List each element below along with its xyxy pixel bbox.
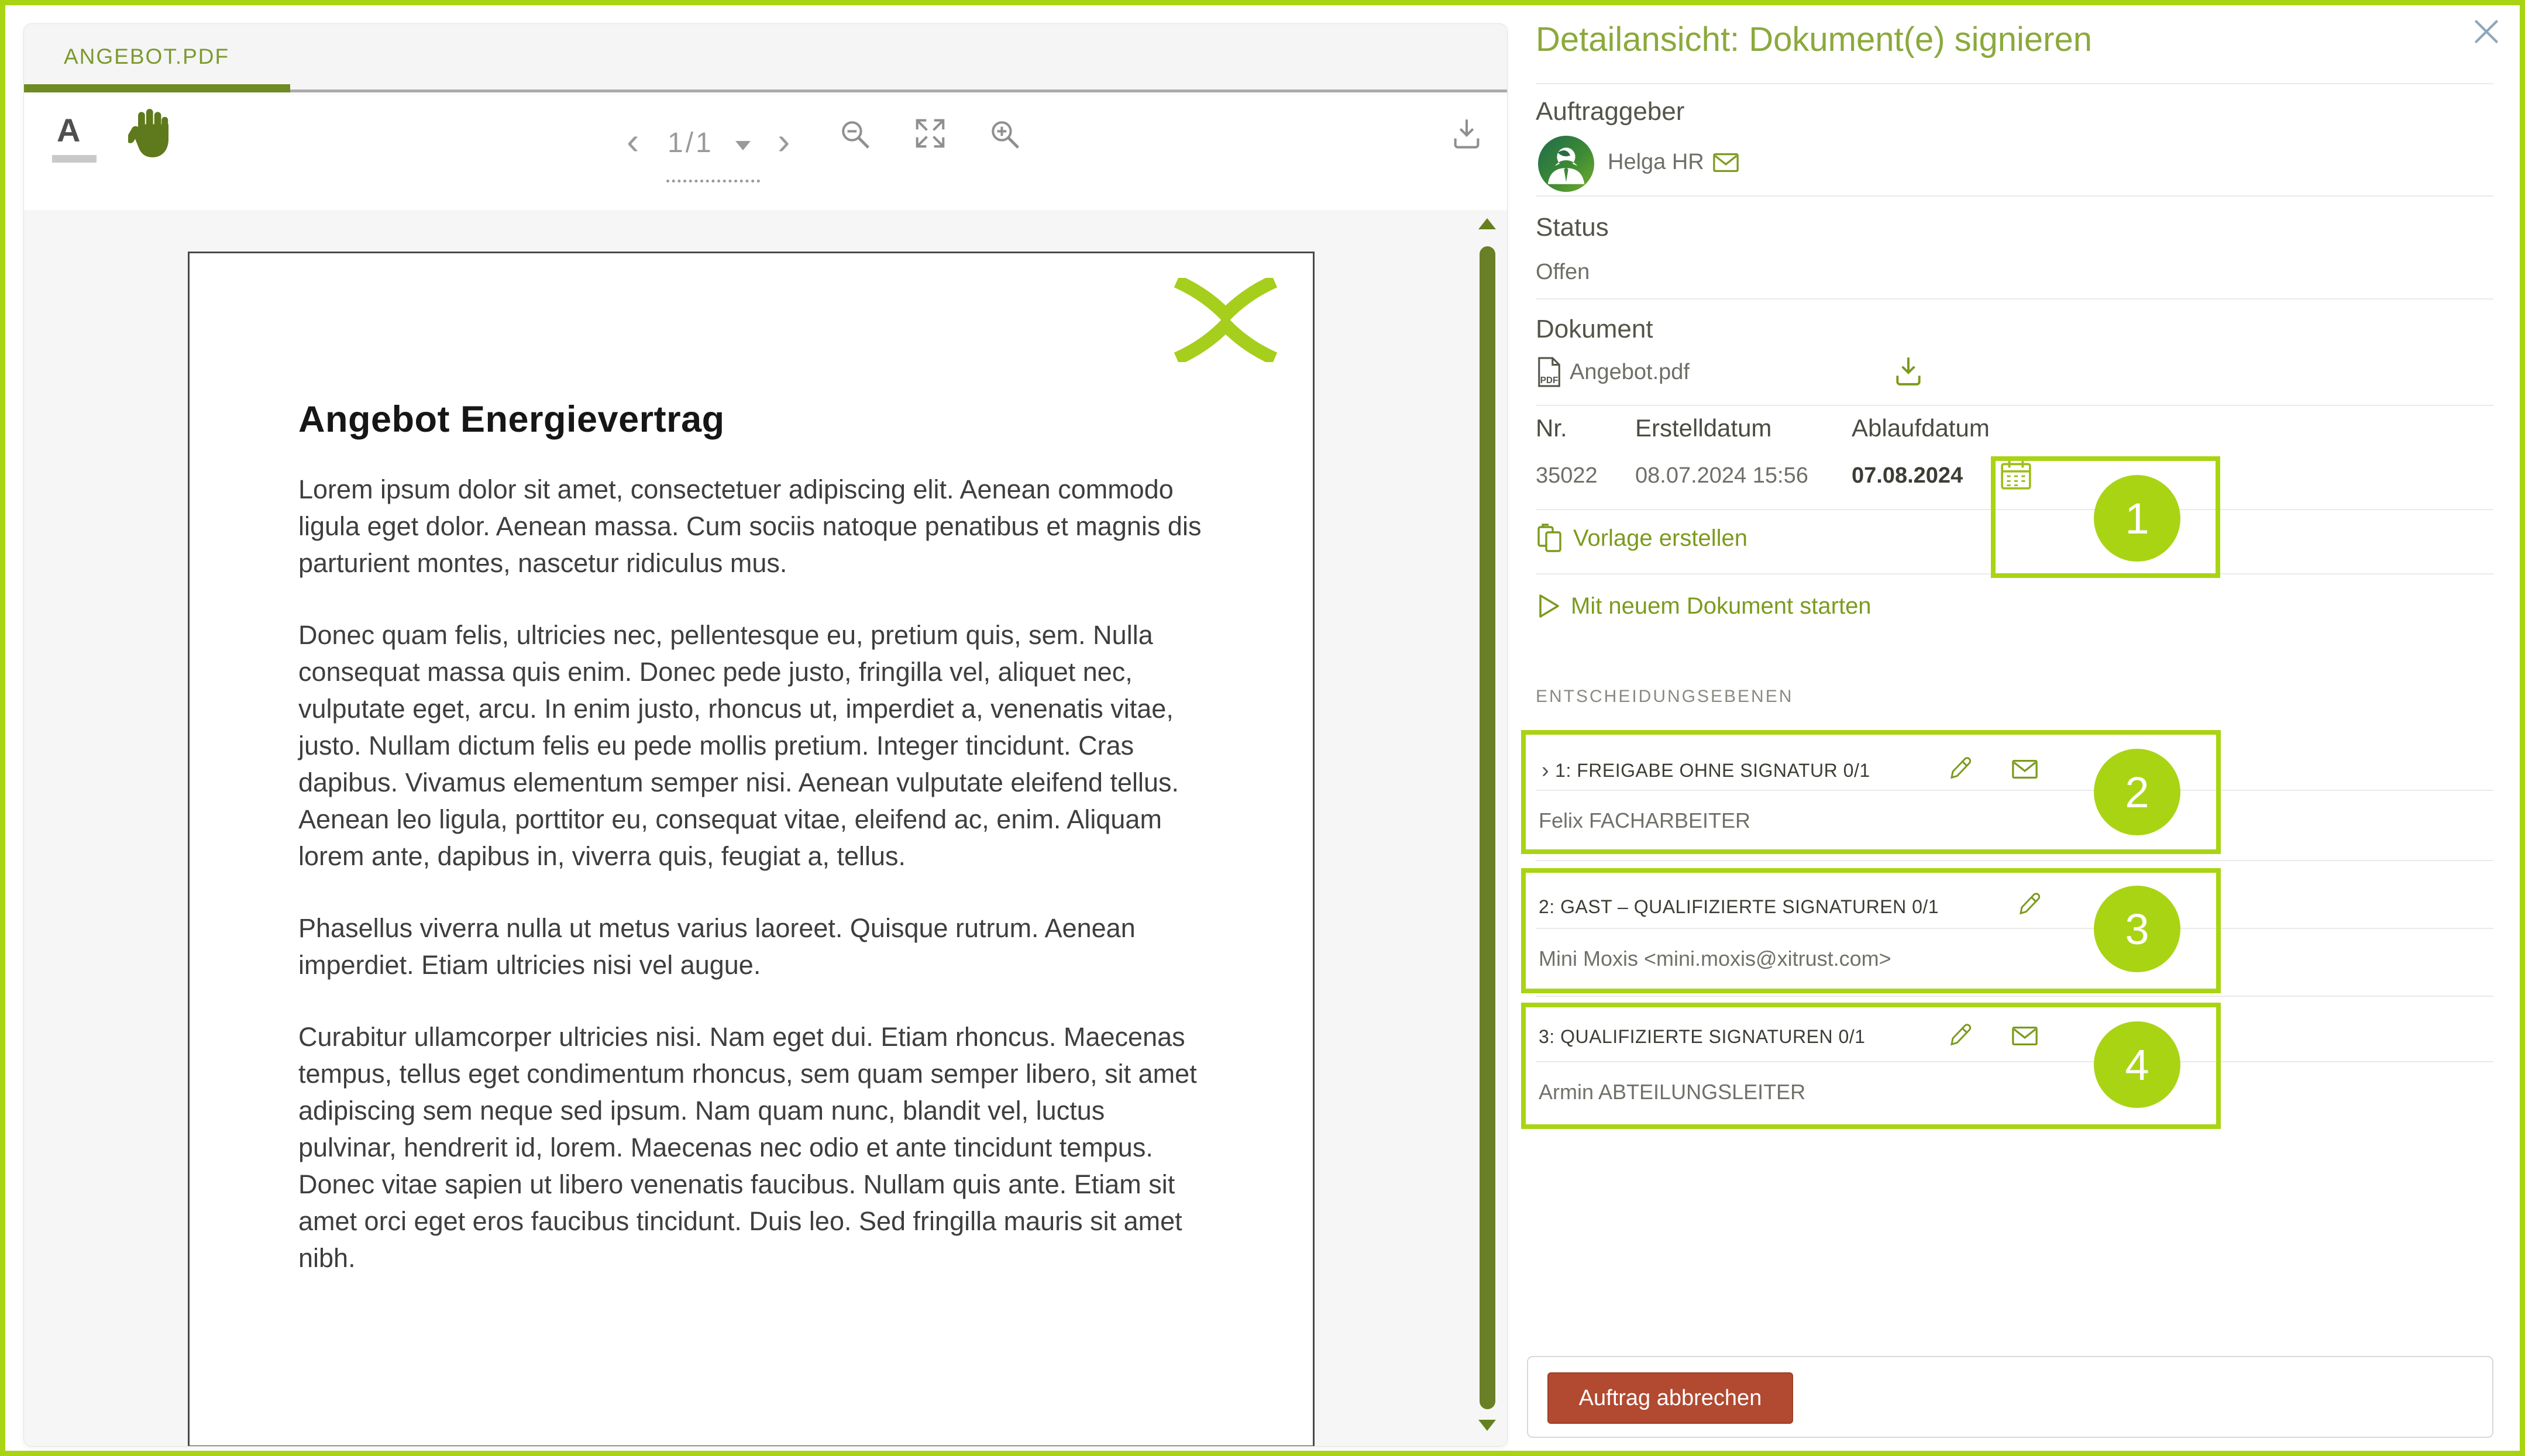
document-file-row	[1536, 356, 1690, 388]
mit-neuem-dokument-starten-link[interactable]	[1536, 592, 1872, 620]
svg-text:PDF: PDF	[1540, 376, 1559, 386]
ebene-2-title: 2: GAST – QUALIFIZIERTE SIGNATUREN 0/1	[1539, 896, 1939, 917]
active-tab-underline	[24, 84, 290, 92]
scroll-down-arrow[interactable]	[1478, 1420, 1496, 1431]
auftraggeber-row	[1608, 150, 1739, 175]
auftraggeber-label: Auftraggeber	[1536, 97, 1685, 126]
vorlage-erstellen-label: Vorlage erstellen	[1573, 525, 1747, 551]
callout-number-1: 1	[2094, 475, 2180, 562]
document-title: Angebot Energievertrag	[298, 399, 725, 440]
download-document-icon[interactable]	[1450, 115, 1483, 152]
status-label: Status	[1536, 213, 1609, 242]
divider	[1536, 996, 2493, 997]
ebene-1-title-row	[1542, 758, 1870, 783]
document-tab-bar	[24, 24, 1507, 92]
xitrust-logo	[1170, 278, 1281, 362]
tab-angebot-pdf[interactable]: ANGEBOT.PDF	[64, 44, 230, 68]
zoom-in-icon[interactable]	[988, 118, 1022, 152]
document-paragraph: Curabitur ullamcorper ultricies nisi. Nam eget dui. Etiam rhoncus. Maecenas tempus, tellus eget condimentum rhoncus, sem quam semper libero, sit amet adipiscing sem neque sed ipsum. Nam quam nunc, blandit vel, luctus pulvinar, hendrerit id, lorem. Maecenas nec odio et ante tincidunt tempus. Donec vitae sapien ut libero venenatis faucibus. Nullam quis ante. Etiam sit amet orci eget eros faucibus tincidunt. Duis leo. Sed fringilla mauris sit amet nibh.	[298, 1022, 1197, 1273]
page-indicator[interactable]: 1/1	[668, 128, 714, 159]
close-icon[interactable]	[2470, 15, 2503, 48]
scroll-up-arrow[interactable]	[1478, 218, 1496, 229]
panel-title: Detailansicht: Dokument(e) signieren	[1536, 20, 2092, 58]
ebene-3-title: 3: QUALIFIZIERTE SIGNATUREN 0/1	[1539, 1026, 1866, 1047]
callout-box-2	[1521, 730, 2221, 854]
ebene-1-title: 1: FREIGABE OHNE SIGNATUR 0/1	[1555, 760, 1870, 781]
text-tool-icon[interactable]: A	[57, 112, 81, 149]
edit-pencil-icon[interactable]	[1947, 1020, 1974, 1048]
pdf-viewer-card	[23, 23, 1508, 1447]
play-start-icon	[1536, 592, 1561, 620]
divider	[1536, 405, 2493, 406]
column-erstelldatum: Erstelldatum	[1635, 414, 1772, 442]
scrollbar-thumb[interactable]	[1480, 246, 1495, 1409]
divider	[1536, 83, 2493, 84]
text-tool-underline	[52, 155, 97, 163]
divider	[1536, 509, 2493, 510]
ebene-1-person: Felix FACHARBEITER	[1539, 808, 1751, 832]
divider	[1536, 928, 2493, 929]
calendar-icon[interactable]	[2000, 459, 2032, 491]
document-paragraph: Lorem ipsum dolor sit amet, consectetuer adipiscing elit. Aenean commodo ligula eget dolor. Aenean massa. Cum sociis natoque penatibus et magnis dis parturient montes, nascetur ridiculus mus.	[298, 474, 1202, 578]
ebene-3-title-row	[1539, 1026, 1865, 1048]
pdf-file-icon	[1536, 356, 1563, 388]
zoom-out-icon[interactable]	[838, 118, 872, 152]
cancel-panel	[1527, 1356, 2493, 1438]
vorlage-erstellen-link[interactable]	[1536, 523, 1747, 553]
divider	[1536, 1061, 2493, 1062]
document-file-name[interactable]: Angebot.pdf	[1570, 359, 1690, 384]
callout-number-3: 3	[2094, 886, 2180, 972]
auftrag-abbrechen-button[interactable]: Auftrag abbrechen	[1547, 1372, 1793, 1424]
detail-panel	[1509, 5, 2520, 1451]
viewer-toolbar	[24, 95, 1507, 210]
column-ablaufdatum: Ablaufdatum	[1852, 414, 1990, 442]
auftraggeber-name: Helga HR	[1608, 150, 1704, 174]
notify-envelope-icon[interactable]	[2011, 1025, 2038, 1047]
pdf-page	[188, 252, 1315, 1447]
hand-pan-tool-icon[interactable]	[128, 107, 173, 159]
callout-box-3	[1521, 868, 2221, 993]
edit-pencil-icon[interactable]	[2016, 889, 2043, 917]
document-paragraph: Phasellus viverra nulla ut metus varius laoreet. Quisque rutrum. Aenean imperdiet. Etiam ultricies nisi vel augue.	[298, 913, 1136, 980]
next-page-icon[interactable]: ›	[778, 120, 790, 162]
fullscreen-expand-icon[interactable]	[913, 116, 947, 150]
value-ablaufdatum: 07.08.2024	[1852, 463, 1963, 488]
value-nr: 35022	[1536, 463, 1598, 488]
callout-box-4	[1521, 1003, 2221, 1129]
mit-neuem-dokument-starten-label: Mit neuem Dokument starten	[1571, 593, 1872, 619]
divider	[1536, 195, 2493, 197]
divider	[1536, 790, 2493, 791]
ebene-3-person: Armin ABTEILUNGSLEITER	[1539, 1080, 1806, 1104]
notify-envelope-icon[interactable]	[2011, 758, 2038, 780]
value-erstelldatum: 08.07.2024 15:56	[1635, 463, 1808, 488]
avatar	[1538, 136, 1594, 192]
previous-page-icon[interactable]: ‹	[627, 120, 639, 162]
email-envelope-icon[interactable]	[1712, 152, 1739, 173]
document-paragraph: Donec quam felis, ultricies nec, pellentesque eu, pretium quis, sem. Nulla consequat massa quis enim. Donec pede justo, fringilla vel, aliquet nec, vulputate eget, arcu. In enim justo, rhoncus ut, imperdiet a, venenatis vitae, justo. Nullam dictum felis eu pede mollis pretium. Integer tincidunt. Cras dapibus. Vivamus elementum semper nisi. Aenean vulputate eleifend tellus. Aenean leo ligula, porttitor eu, consequat vitae, eleifend ac, enim. Aliquam lorem ante, dapibus in, viverra quis, feugiat a, tellus.	[298, 620, 1179, 871]
callout-number-2: 2	[2094, 749, 2180, 835]
edit-pencil-icon[interactable]	[1947, 753, 1974, 782]
divider	[1536, 573, 2493, 574]
ebene-2-person: Mini Moxis <mini.moxis@xitrust.com>	[1539, 946, 1891, 970]
dokument-label: Dokument	[1536, 315, 1653, 343]
ebene-2-title-row	[1539, 896, 1939, 918]
entscheidungsebenen-label: ENTSCHEIDUNGSEBENEN	[1536, 687, 1794, 706]
callout-number-4: 4	[2094, 1021, 2180, 1108]
download-file-icon[interactable]	[1893, 353, 1924, 388]
divider	[1536, 298, 2493, 300]
page-indicator-dotted-underline	[666, 180, 760, 183]
chevron-right-icon[interactable]: ›	[1542, 758, 1550, 783]
page-dropdown-caret-icon[interactable]	[735, 141, 751, 150]
status-value: Offen	[1536, 260, 1590, 284]
divider	[1536, 860, 2493, 861]
copy-template-icon	[1536, 523, 1564, 553]
column-nr: Nr.	[1536, 414, 1567, 442]
document-body	[298, 471, 1209, 1312]
